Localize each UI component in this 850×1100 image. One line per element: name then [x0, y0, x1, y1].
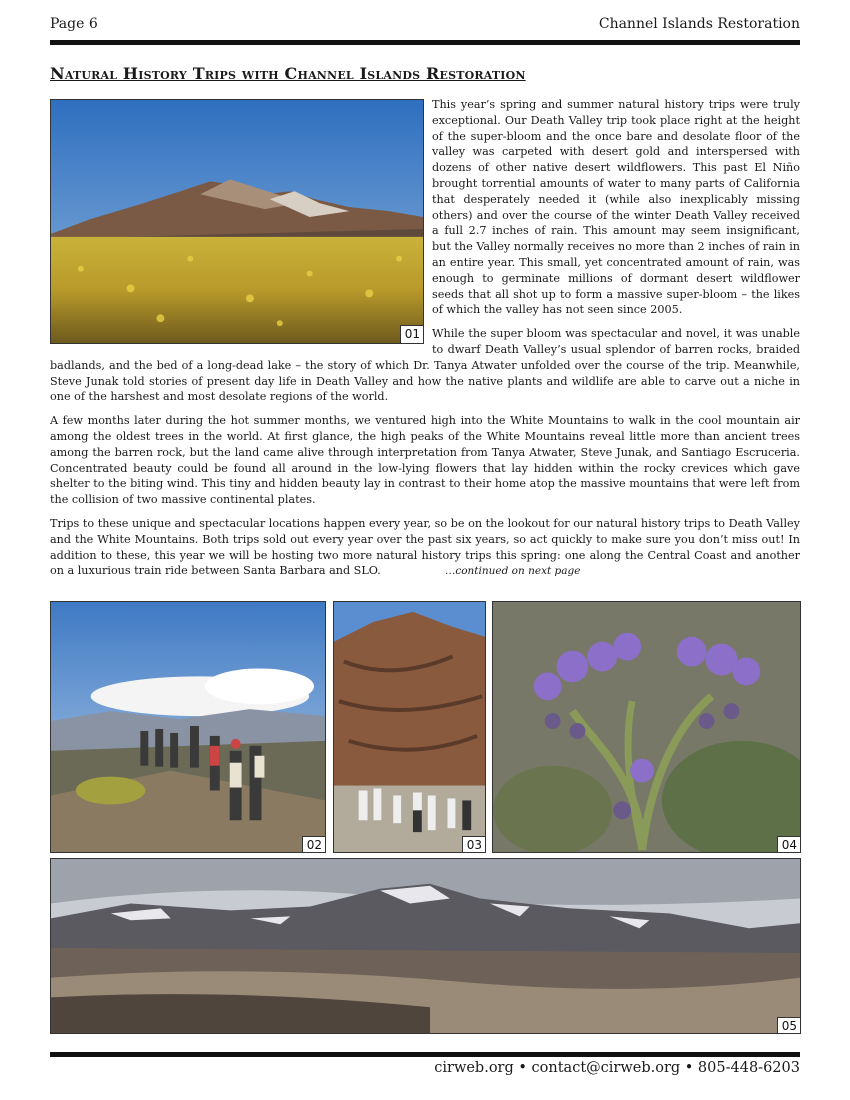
- photo-wildflower: [492, 601, 801, 853]
- organization-name: Channel Islands Restoration: [598, 16, 800, 32]
- article-title: Natural History Trips with Channel Islands Restoration: [50, 64, 526, 83]
- hikers-image: [51, 602, 325, 852]
- paragraph-3: A few months later during the hot summer months, we ventured high into the White Mountains to walk in the cool mountain air among the oldest trees in the world. At first glance, the high peaks of the White Mountains reveal little more than ancient trees among the barren rock, but the land came alive through interpretation from Tanya Atwater, Steve Junak, and Santiago Escruceria. Concentrated beauty could be found all around in the low-lying flowers that lay hidden within the rocky crevices which gave shelter to the biting wind. This tiny and hidden beauty lay in contrast to their home atop the massive mountains that were left from the collision of two massive continental plates.: [50, 414, 800, 507]
- photo-white-mountains: [50, 858, 801, 1034]
- footer-contact: cirweb.org • contact@cirweb.org • 805-448-6203: [434, 1060, 800, 1076]
- photo-rock-formation: [333, 601, 486, 853]
- page-number: Page 6: [50, 16, 98, 32]
- header-rule: [50, 40, 800, 45]
- paragraph-2: While the super bloom was spectacular and novel, it was unable to dwarf Death Valley’s usual splendor of barren rocks, braided badlands, and the bed of a long-dead lake – the story of which Dr. Tanya Atwater unfolded over the course of the trip. Meanwhile, Steve Junak told stories of present day life in Death Valley and how the native plants and wildlife are able to carve out a niche in one of the harshest and most desolate regions of the world.: [50, 327, 800, 404]
- death-valley-image: [51, 100, 423, 343]
- photo-number: 01: [400, 325, 423, 343]
- article-body: [50, 97, 800, 588]
- photo-hikers-ridge: [50, 601, 326, 853]
- paragraph-4: [50, 516, 800, 580]
- white-mountains-image: [51, 859, 800, 1033]
- page-header: [50, 16, 800, 36]
- photo-number: 02: [302, 836, 325, 852]
- photo-death-valley-superbloom: [50, 99, 424, 344]
- photo-number: 05: [777, 1017, 800, 1033]
- paragraph-1: This year’s spring and summer natural history trips were truly exceptional. Our Death Valley trip took place right at the height of the super-bloom and the once bare and desolate floor of the valley was carpeted with desert gold and interspersed with dozens of other native desert wildflowers. This past El Niño brought torrential amounts of water to many parts of California that desperately needed it (while also inexplicably missing others) and over the course of the winter Death Valley received a full 2.7 inches of rain. This amount may seem insignificant, but the Valley normally receives no more than 2 inches of rain in an entire year. This small, yet concentrated amount of rain, was enough to germinate millions of dormant desert wildflower seeds that all shot up to form a massive super-bloom – the likes of which the valley has not seen since 2005.: [432, 98, 800, 317]
- photo-number: 03: [462, 836, 485, 852]
- continued-note: …continued on next page: [444, 565, 581, 578]
- footer-rule: [50, 1052, 800, 1057]
- rock-formation-image: [334, 602, 485, 852]
- paragraph-4-text: Trips to these unique and spectacular locations happen every year, so be on the lookout for our natural history trips to Death Valley and the White Mountains. Both trips sold out every year over the past six years, so act quickly to make sure you don’t miss out! In addition to these, this year we will be hosting two more natural history trips this spring: one along the Central Coast and another on a luxurious train ride between Santa Barbara and SLO.: [50, 516, 800, 578]
- wildflower-image: [493, 602, 800, 852]
- photo-number: 04: [777, 836, 800, 852]
